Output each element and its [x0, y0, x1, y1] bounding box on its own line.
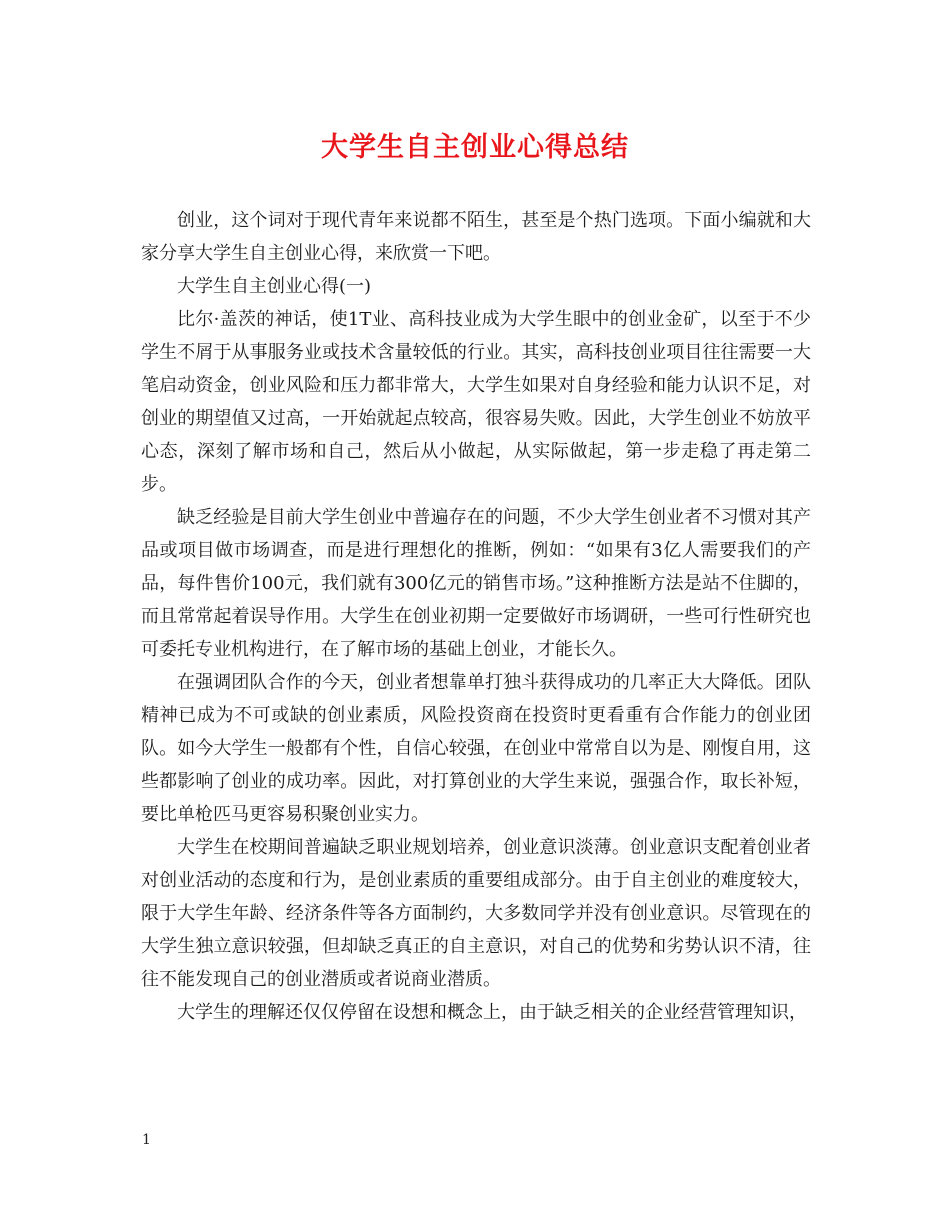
- paragraph: 比尔·盖茨的神话，使1T业、高科技业成为大学生眼中的创业金矿，以至于不少学生不屑于从事服务业或技术含量较低的行业。其实，高科技创业项目往往需要一大笔启动资金，创业风险和压力都非常大，大学生如果对自身经验和能力认识不足，对创业的期望值又过高，一开始就起点较高，很容易失败。因此，大学生创业不妨放平心态，深刻了解市场和自己，然后从小做起，从实际做起，第一步走稳了再走第二步。: [141, 309, 811, 495]
- paragraph: 缺乏经验是目前大学生创业中普遍存在的问题，不少大学生创业者不习惯对其产品或项目做市场调查，而是进行理想化的推断，例如：“如果有3亿人需要我们的产品，每件售价100元，我们就有300亿元的销售市场。”这种推断方法是站不住脚的，而且常常起着误导作用。大学生在创业初期一定要做好市场调研，一些可行性研究也可委托专业机构进行，在了解市场的基础上创业，才能长久。: [141, 507, 811, 660]
- document-body: [141, 204, 811, 1029]
- document-title: 大学生自主创业心得总结: [321, 132, 629, 163]
- paragraph: 大学生在校期间普遍缺乏职业规划培养，创业意识淡薄。创业意识支配着创业者对创业活动的态度和行为，是创业素质的重要组成部分。由于自主创业的难度较大，限于大学生年龄、经济条件等各方面制约，大多数同学并没有创业意识。尽管现在的大学生独立意识较强，但却缺乏真正的自主意识，对自己的优势和劣势认识不清，往往不能发现自己的创业潜质或者说商业潜质。: [141, 837, 811, 990]
- paragraph-intro: 创业，这个词对于现代青年来说都不陌生，甚至是个热门选项。下面小编就和大家分享大学生自主创业心得，来欣赏一下吧。: [141, 210, 811, 264]
- paragraph: 大学生的理解还仅仅停留在设想和概念上，由于缺乏相关的企业经营管理知识，: [177, 1002, 807, 1023]
- paragraph: 在强调团队合作的今天，创业者想靠单打独斗获得成功的几率正大大降低。团队精神已成为不可或缺的创业素质，风险投资商在投资时更看重有合作能力的创业团队。如今大学生一般都有个性，自信心较强，在创业中常常自以为是、刚愎自用，这些都影响了创业的成功率。因此，对打算创业的大学生来说，强强合作，取长补短，要比单枪匹马更容易积聚创业实力。: [141, 672, 811, 825]
- section-heading: 大学生自主创业心得(一): [177, 276, 372, 297]
- page-number: 1: [142, 1132, 151, 1148]
